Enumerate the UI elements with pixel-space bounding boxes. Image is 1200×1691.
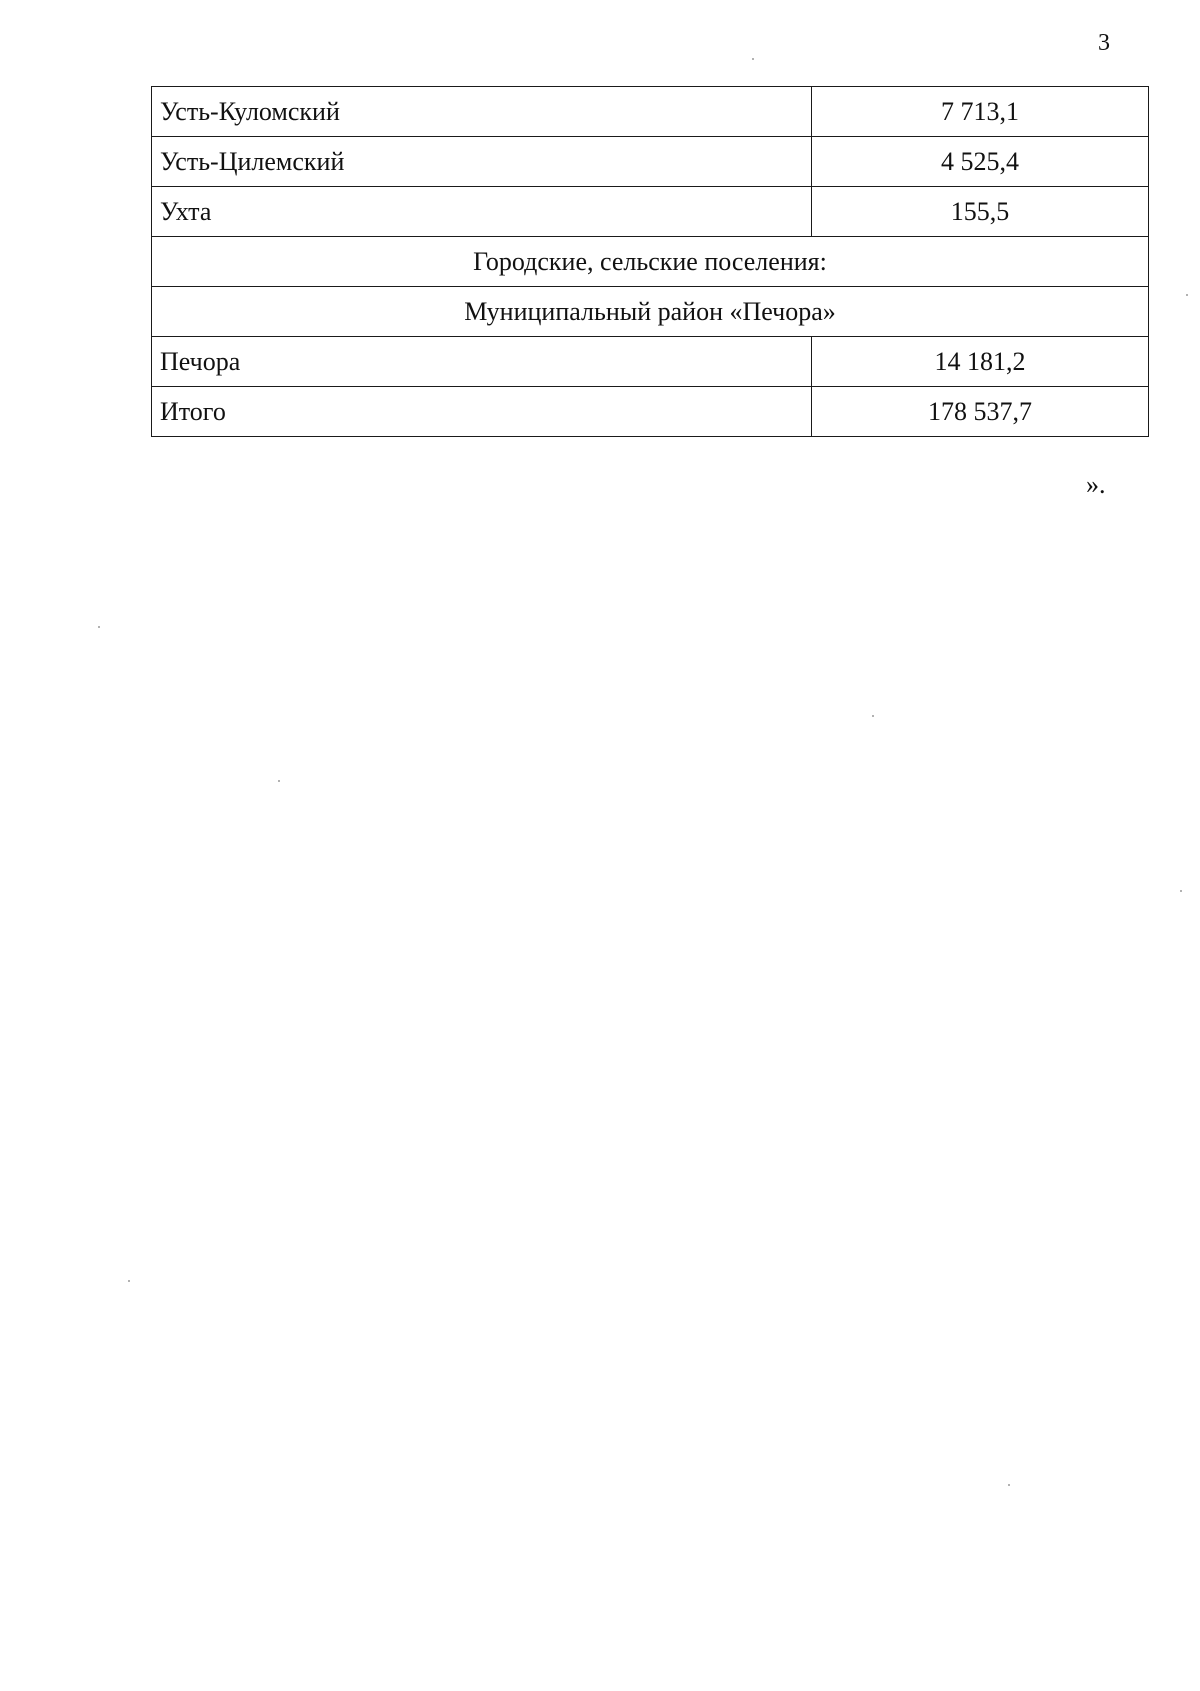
row-value: 155,5 <box>812 187 1149 237</box>
row-value: 7 713,1 <box>812 87 1149 137</box>
scan-speck <box>1008 1484 1010 1486</box>
scan-speck <box>752 58 754 60</box>
total-value: 178 537,7 <box>812 387 1149 437</box>
table-row <box>152 187 1149 237</box>
table-row <box>152 87 1149 137</box>
scan-speck <box>872 715 874 717</box>
row-name: Усть-Куломский <box>152 87 812 137</box>
section-title: Городские, сельские поселения: <box>152 237 1149 287</box>
closing-quote: ». <box>1086 470 1106 499</box>
row-name: Ухта <box>152 187 812 237</box>
scan-speck <box>98 626 100 628</box>
scan-speck <box>128 1280 130 1282</box>
row-value: 14 181,2 <box>812 337 1149 387</box>
table-row <box>152 337 1149 387</box>
section-header-row <box>152 237 1149 287</box>
row-name: Печора <box>152 337 812 387</box>
budget-table <box>151 86 1149 437</box>
scan-speck <box>1186 294 1188 296</box>
scan-speck <box>278 780 280 782</box>
subsection-header-row <box>152 287 1149 337</box>
row-value: 4 525,4 <box>812 137 1149 187</box>
total-row <box>152 387 1149 437</box>
subsection-title: Муниципальный район «Печора» <box>152 287 1149 337</box>
row-name: Усть-Цилемский <box>152 137 812 187</box>
page-number: 3 <box>1098 30 1110 56</box>
scan-speck <box>1180 890 1182 892</box>
total-label: Итого <box>152 387 812 437</box>
table-row <box>152 137 1149 187</box>
